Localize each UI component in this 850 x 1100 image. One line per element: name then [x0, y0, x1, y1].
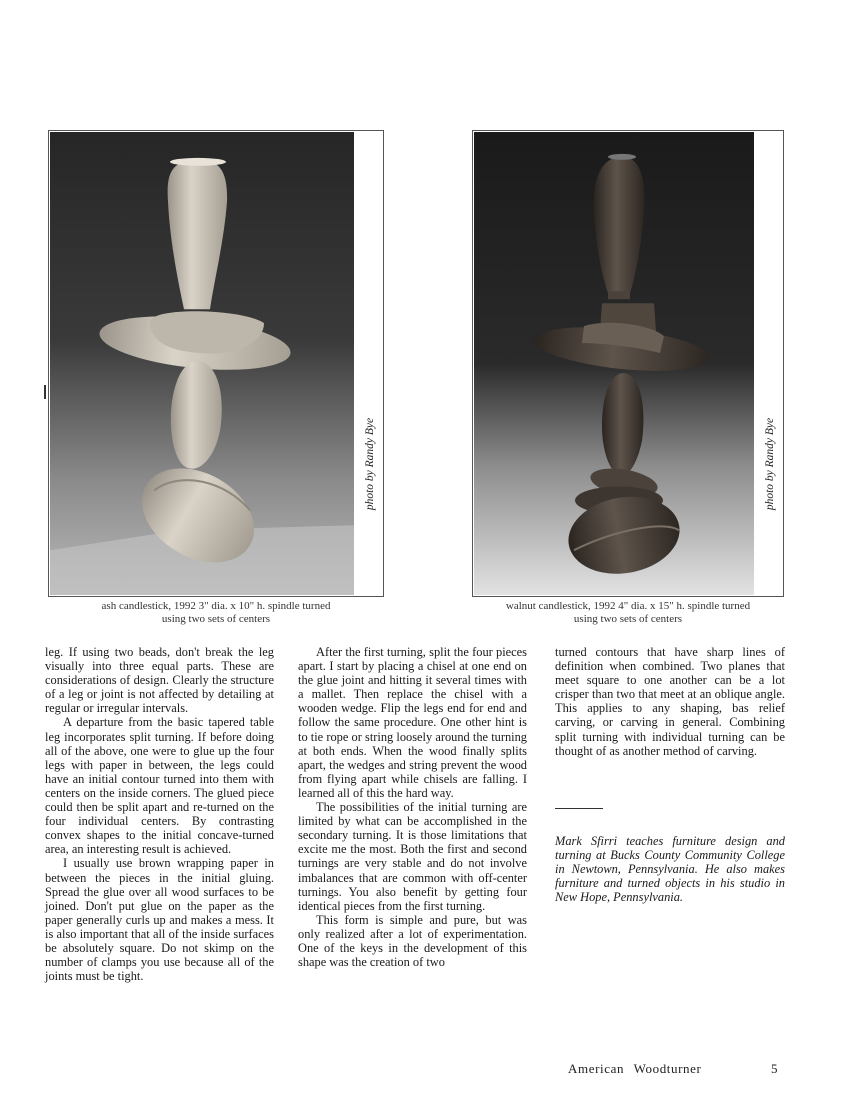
caption-line: ash candlestick, 1992 3" dia. x 10" h. spindle turned: [101, 600, 331, 612]
paragraph: This form is simple and pure, but was only realized after a lot of experimentation. One of the keys in the development of this shape was the creation of two: [298, 912, 527, 970]
photo-credit: [755, 131, 785, 596]
paragraph: A departure from the basic tapered table leg incorporates split turning. If before doing all of the above, one were to glue up the four legs with paper in between, the legs could have an initial contour turned into them with centers on the inside corners. The glued piece could then be split apart and re-turned on the four individual centers. By contrasting convex shapes to the initial concave-turned area, an interesting result is achieved.: [45, 715, 274, 857]
paragraph: After the first turning, split the four pieces apart. I start by placing a chisel at one end on the glue joint and hitting it several times with a mallet. Then replace the chisel with a wooden wedge. Flip the legs end for end and follow the same procedure. One other hint is to tie rope or string loosely around the turning at both ends. When the wood finally splits apart, the wedges and string prevent the wood from flying apart while chisels are falling. I learned all of this the hard way.: [298, 645, 527, 800]
caption-line: walnut candlestick, 1992 4" dia. x 15" h. spindle turned: [505, 600, 751, 612]
walnut-candlestick-image: [474, 132, 754, 595]
caption-line: using two sets of centers: [161, 613, 271, 625]
scan-artifact-mark: [44, 385, 46, 399]
footer-publication-name: American Woodturner: [568, 1061, 702, 1076]
photo-credit-text: photo by Randy Bye: [364, 417, 377, 510]
body-column-3: [555, 645, 785, 758]
paragraph: leg. If using two beads, don't break the leg visually into three equal parts. These are considerations of design. Clearly the structure of a leg or joint is not affected by detailing at regular or irregular intervals.: [45, 645, 274, 716]
photo-walnut-candlestick: [472, 130, 784, 597]
paragraph: I usually use brown wrapping paper in between the pieces in the initial gluing. Spread the glue over all wood surfaces to be joined. Don't put glue on the paper as the paper generally curls up and makes a mess. It is also important that all of the inside surfaces be absolutely square. Do not skimp on the number of clamps you use because all of the joints must be tight.: [45, 856, 274, 984]
photo-caption: [472, 600, 784, 626]
photo-credit: [355, 131, 385, 596]
body-column-2: [298, 645, 527, 969]
photo-ash-candlestick: [48, 130, 384, 597]
section-divider: [555, 808, 603, 809]
photo-caption: [48, 600, 384, 626]
footer-page-number: 5: [771, 1061, 779, 1076]
body-column-1: [45, 645, 274, 983]
paragraph: The possibilities of the initial turning are limited by what can be accomplished in the secondary turning. It is those limitations that excite me the most. Both the first and second turnings are very stable and do not involve imbalances that are common with off-center turnings. You also benefit by getting four identical pieces from the first turning.: [298, 800, 527, 913]
author-bio: Mark Sfirri teaches furniture design and turning at Bucks County Community College in Newtown, Pennsylvania. He also makes furniture and turned objects in his studio in New Hope, Pennsylvania.: [555, 834, 785, 905]
photo-credit-text: photo by Randy Bye: [764, 417, 777, 510]
paragraph: turned contours that have sharp lines of definition when combined. Two planes that meet square to one another can be a lot crisper than two that meet at an oblique angle. This applies to any shaping, bas relief carving, or carving in general. Combining split turning with individual turning can be thought of as another method of carving.: [555, 645, 785, 758]
ash-candlestick-image: [50, 132, 354, 595]
caption-line: using two sets of centers: [573, 613, 683, 625]
